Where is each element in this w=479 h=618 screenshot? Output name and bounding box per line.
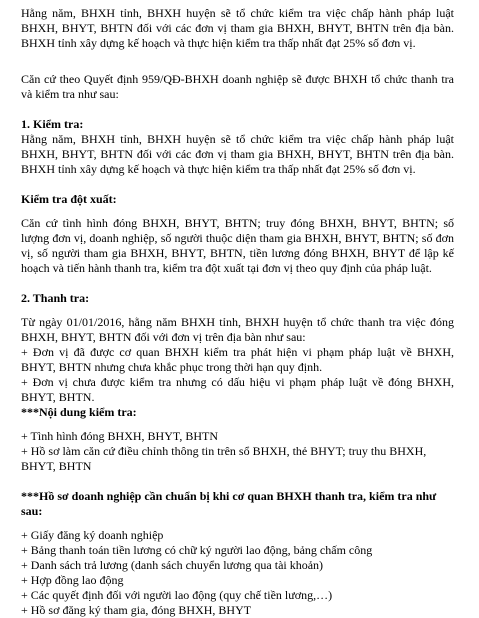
spacer [21, 51, 454, 72]
section1-heading: 1. Kiểm tra: [21, 117, 84, 131]
prep-item: + Các quyết định đối với người lao động (quy chế tiền lương,…) [21, 588, 333, 602]
section2-heading: 2. Thanh tra: [21, 291, 90, 305]
prep-item: + Hợp đồng lao động [21, 573, 124, 587]
spacer [21, 102, 454, 117]
surprise-inspection-paragraph: Căn cứ tình hình đóng BHXH, BHYT, BHTN; truy đóng BHXH, BHYT, BHTN; số lượng đơn vị, doanh nghiệp, số người thuộc diện tham gia BHXH, BHYT, BHTN; số đơn vị, số người tham gia BHXH, BHYT, BHTN, tiền lương đóng BHXH, BHYT để lập kế hoạch và tiến hành thanh tra, kiểm tra đột xuất tại đơn vị theo quy định của pháp luật. [21, 216, 454, 275]
basis-paragraph: Căn cứ theo Quyết định 959/QĐ-BHXH doanh nghiệp sẽ được BHXH tổ chức thanh tra và kiểm tra như sau: [21, 72, 454, 101]
spacer [21, 519, 454, 528]
section2-item: + Đơn vị đã được cơ quan BHXH kiểm tra phát hiện vi phạm pháp luật về BHXH, BHYT, BHTN nhưng chưa khắc phục trong thời hạn quy định. [21, 345, 454, 374]
prep-heading: ***Hồ sơ doanh nghiệp cần chuẩn bị khi cơ quan BHXH thanh tra, kiểm tra như sau: [21, 489, 437, 518]
spacer [21, 306, 454, 315]
spacer [21, 474, 454, 489]
spacer [21, 207, 454, 216]
spacer [21, 420, 454, 429]
intro-paragraph: Hằng năm, BHXH tỉnh, BHXH huyện sẽ tổ chức kiểm tra việc chấp hành pháp luật BHXH, BHYT, BHTN đối với các đơn vị tham gia BHXH, BHYT, BHTN trên địa bàn. BHXH tỉnh xây dựng kế hoạch và thực hiện kiểm tra thấp nhất đạt 25% số đơn vị. [21, 6, 454, 50]
spacer [21, 276, 454, 291]
prep-item: + Giấy đăng ký doanh nghiệp [21, 528, 164, 542]
content-item: + Tình hình đóng BHXH, BHYT, BHTN [21, 429, 218, 443]
spacer [21, 177, 454, 192]
content-item: + Hồ sơ làm căn cứ điều chỉnh thông tin trên sổ BHXH, thẻ BHYT; truy thu BHXH, BHYT, BHTN [21, 444, 427, 473]
content-heading: ***Nội dung kiểm tra: [21, 405, 137, 419]
section2-paragraph: Từ ngày 01/01/2016, hằng năm BHXH tỉnh, BHXH huyện tổ chức thanh tra việc đóng BHXH, BHYT, BHTN đối với đơn vị trên địa bàn như sau: [21, 315, 454, 344]
surprise-inspection-heading: Kiểm tra đột xuất: [21, 192, 117, 206]
prep-item: + Danh sách trả lương (danh sách chuyển lương qua tài khoản) [21, 558, 324, 572]
section2-item: + Đơn vị chưa được kiểm tra nhưng có dấu hiệu vi phạm pháp luật về đóng BHXH, BHYT, BHTN. [21, 375, 454, 404]
prep-item: + Bảng thanh toán tiền lương có chữ ký người lao động, bảng chấm công [21, 543, 373, 557]
prep-item: + Hồ sơ đăng ký tham gia, đóng BHXH, BHYT [21, 603, 252, 617]
section1-paragraph: Hằng năm, BHXH tỉnh, BHXH huyện sẽ tổ chức kiểm tra việc chấp hành pháp luật BHXH, BHYT, BHTN đối với các đơn vị tham gia BHXH, BHYT, BHTN trên địa bàn. BHXH tỉnh xây dựng kế hoạch và thực hiện kiểm tra thấp nhất đạt 25% số đơn vị. [21, 132, 454, 176]
